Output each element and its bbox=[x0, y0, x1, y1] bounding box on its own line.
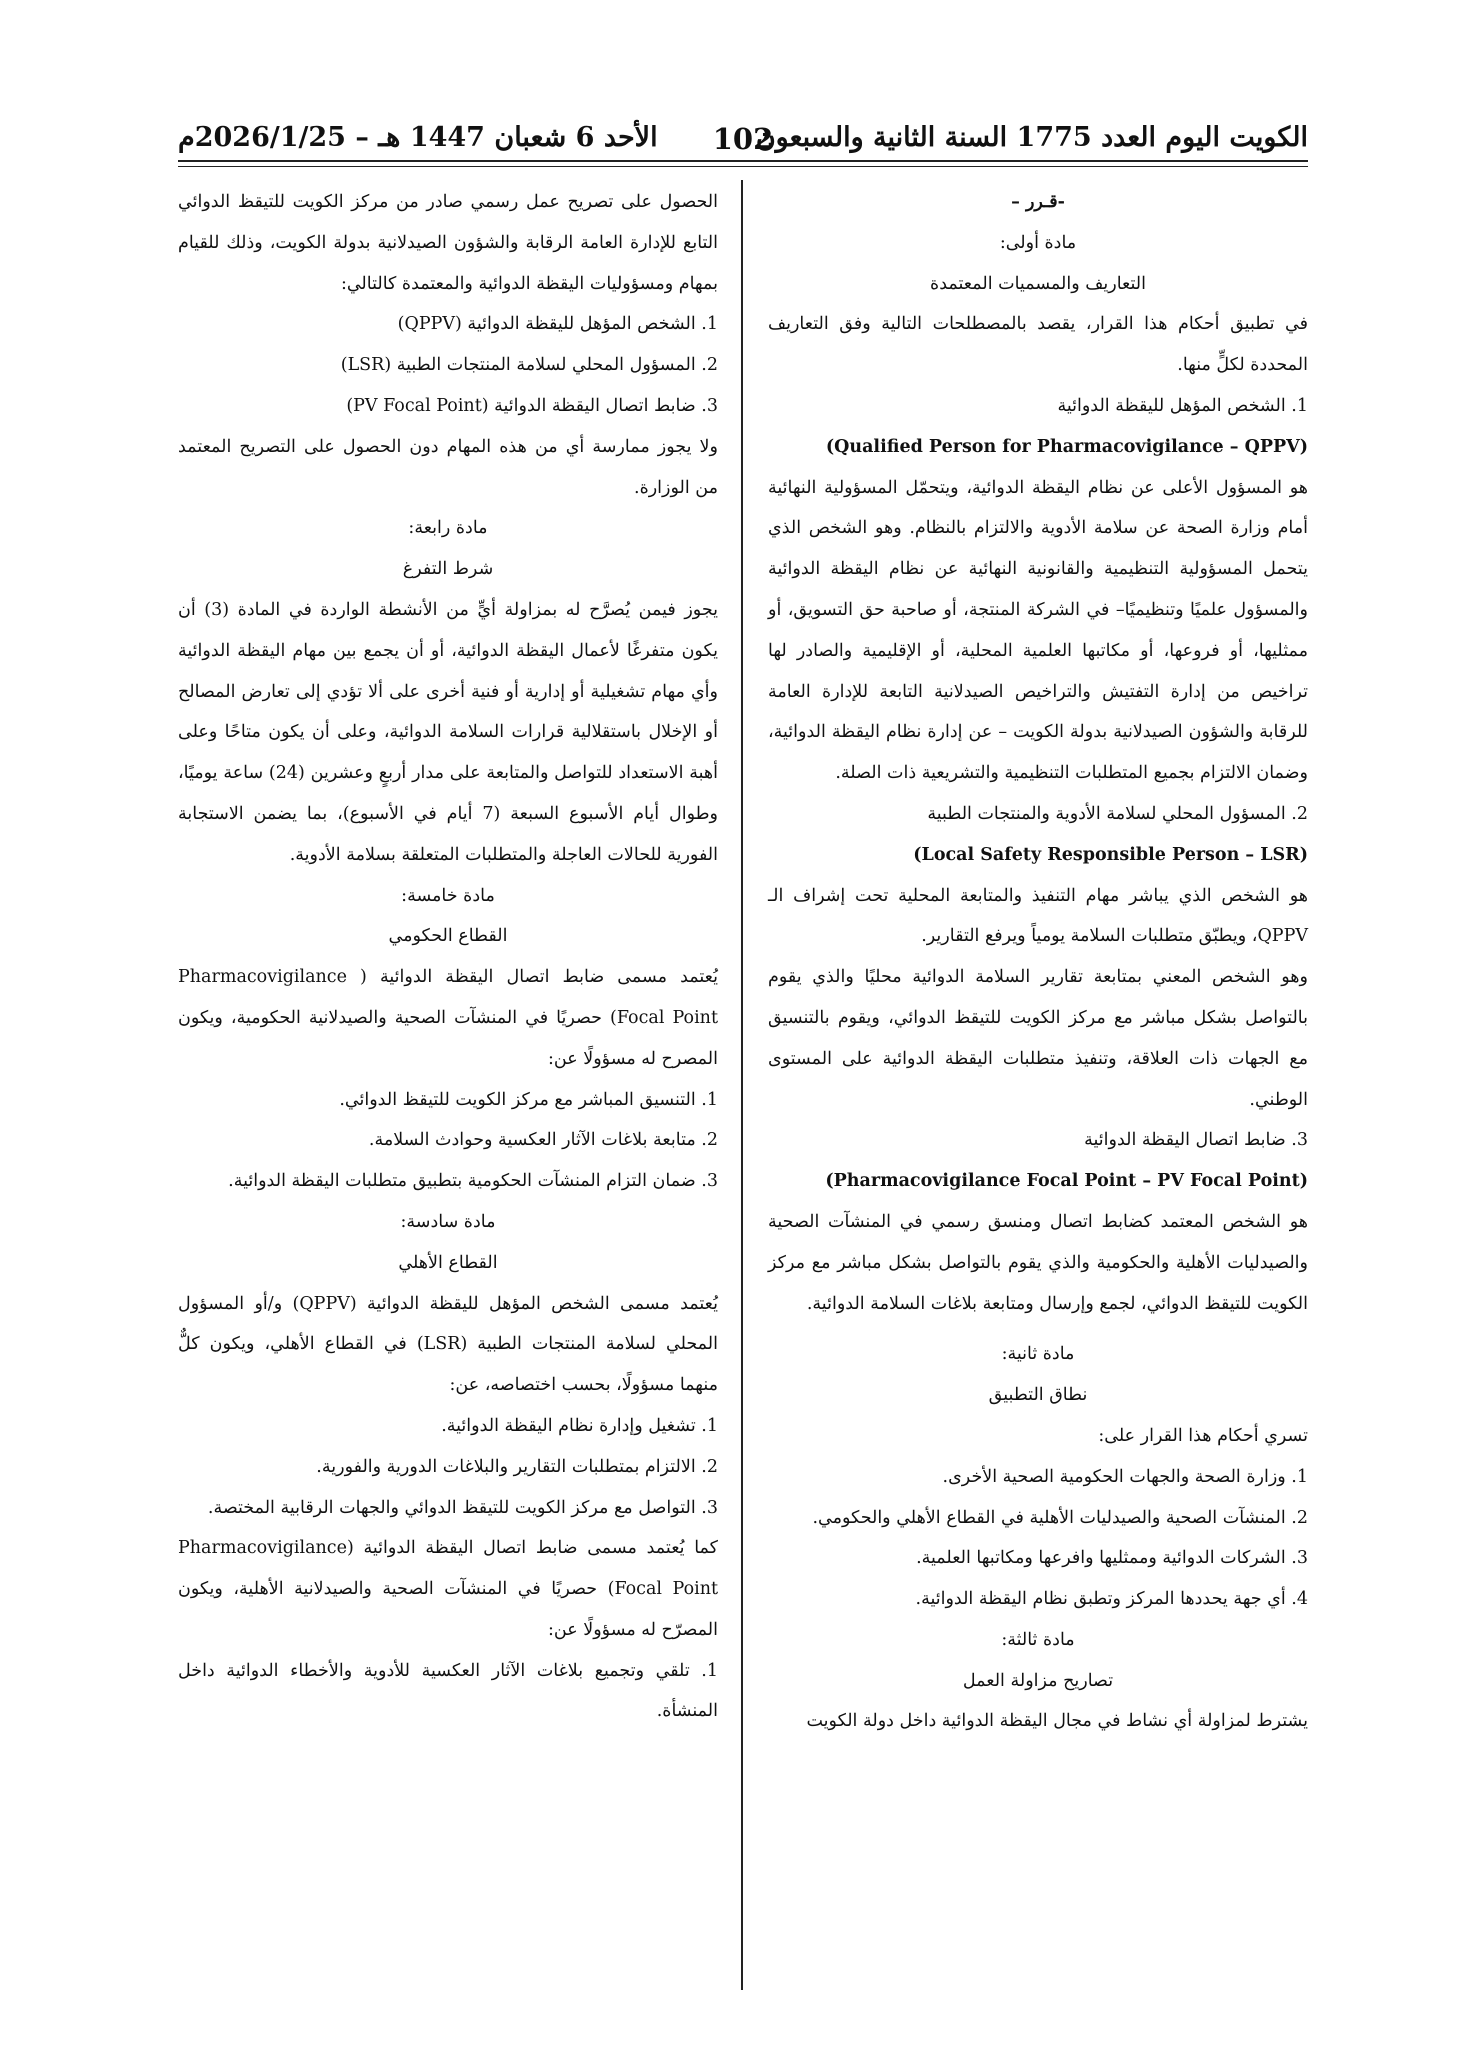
article-2-title: مادة ثانية: bbox=[1001, 1344, 1075, 1365]
article-5-intro: يُعتمد مسمى ضابط اتصال اليقظة الدوائية ( Pharmacovigilance Focal Point) حصريًا في المنشآت الصحية والصيدلانية الحكومية، ويكون المصرح له مسؤولًا عن: bbox=[178, 967, 718, 1069]
article-3-continuation: الحصول على تصريح عمل رسمي صادر من مركز الكويت للتيقظ الدوائي التابع للإدارة العامة الرقابة والشؤون الصيدلانية بدولة الكويت، وذلك للقيام بمهام ومسؤوليات اليقظة الدوائية والمعتمدة كالتالي: bbox=[178, 192, 718, 294]
article-2-intro: تسري أحكام هذا القرار على: bbox=[1098, 1425, 1308, 1446]
article-3-note: ولا يجوز ممارسة أي من هذه المهام دون الحصول على التصريح المعتمد من الوزارة. bbox=[178, 436, 718, 498]
article-4-title: مادة رابعة: bbox=[408, 518, 488, 539]
definition-1-body: هو المسؤول الأعلى عن نظام اليقظة الدوائية، ويتحمّل المسؤولية النهائية أمام وزارة الصحة عن سلامة الأدوية والالتزام بالنظام. وهو الشخص الذي يتحمل المسؤولية التنظيمية والقانونية النهائية عن نظام اليقظة الدوائية والمسؤول علميًا وتنظيميًا– في الشركة المنتجة، أو صاحبة حق التسويق، أو ممثليها، أو فروعها، أو مكاتبها العلمية المحلية، أو الإقليمية والصادر لها تراخيص من إدارة التفتيش والتراخيص الصيدلانية التابعة للإدارة العامة للرقابة والشؤون الصيدلانية بدولة الكويت – عن إدارة نظام اليقظة الدوائية، وضمان الالتزام بجميع المتطلبات التنظيمية والتشريعية ذات الصلة. bbox=[768, 477, 1308, 784]
article-2-item: 4. أي جهة يحددها المركز وتطبق نظام اليقظة الدوائية. bbox=[915, 1589, 1308, 1610]
article-2-heading: نطاق التطبيق bbox=[988, 1385, 1088, 1406]
definition-1-title: 1. الشخص المؤهل لليقظة الدوائية bbox=[1057, 395, 1308, 416]
definition-2-body: هو الشخص الذي يباشر مهام التنفيذ والمتابعة المحلية تحت إشراف الـ QPPV، ويطبّق متطلبات السلامة يومياً ويرفع التقارير. bbox=[768, 885, 1308, 947]
article-3-item: 3. ضابط اتصال اليقظة الدوائية (PV Focal Point) bbox=[346, 395, 718, 416]
article-4-heading: شرط التفرغ bbox=[402, 559, 494, 580]
article-6-item-2: 1. تلقي وتجميع بلاغات الآثار العكسية للأدوية والأخطاء الدوائية داخل المنشأة. bbox=[178, 1660, 718, 1722]
article-3-heading: تصاريح مزاولة العمل bbox=[962, 1670, 1114, 1691]
definition-3-title: 3. ضابط اتصال اليقظة الدوائية bbox=[1084, 1130, 1308, 1151]
article-6-title: مادة سادسة: bbox=[400, 1211, 496, 1232]
definition-3-body: هو الشخص المعتمد كضابط اتصال ومنسق رسمي في المنشآت الصحية والصيدليات الأهلية والحكومية والذي يقوم بالتواصل بشكل مباشر مع مركز الكويت للتيقظ الدوائي، لجمع وإرسال ومتابعة بلاغات السلامة الدوائية. bbox=[768, 1211, 1308, 1314]
article-5-heading: القطاع الحكومي bbox=[388, 926, 508, 947]
column-divider bbox=[741, 180, 743, 1990]
article-3-item: 1. الشخص المؤهل لليقظة الدوائية (QPPV) bbox=[397, 314, 718, 335]
article-1-heading: التعاريف والمسميات المعتمدة bbox=[930, 273, 1146, 294]
definition-2-english: (Local Safety Responsible Person – LSR) bbox=[913, 844, 1308, 865]
definition-3-english: (Pharmacovigilance Focal Point – PV Focal Point) bbox=[825, 1171, 1308, 1192]
article-5-title: مادة خامسة: bbox=[401, 885, 495, 906]
article-2-item: 3. الشركات الدوائية وممثليها وافرعها ومكاتبها العلمية. bbox=[916, 1548, 1308, 1569]
article-2-item: 2. المنشآت الصحية والصيدليات الأهلية في القطاع الأهلي والحكومي. bbox=[812, 1507, 1308, 1528]
issue-date: الأحد 6 شعبان 1447 هـ – 2026/1/25م bbox=[178, 122, 658, 153]
article-6-heading: القطاع الأهلي bbox=[398, 1252, 498, 1273]
article-1-intro: في تطبيق أحكام هذا القرار، يقصد بالمصطلحات التالية وفق التعاريف المحددة لكلٍّ منها. bbox=[768, 314, 1308, 376]
article-3-body: يشترط لمزاولة أي نشاط في مجال اليقظة الدوائية داخل دولة الكويت bbox=[806, 1711, 1308, 1732]
article-6-item: 3. التواصل مع مركز الكويت للتيقظ الدوائي والجهات الرقابية المختصة. bbox=[207, 1497, 718, 1518]
article-4-body: يجوز فيمن يُصرَّح له بمزاولة أيٍّ من الأنشطة الواردة في المادة (3) أن يكون متفرغًا لأعمال اليقظة الدوائية، أو أن يجمع بين مهام اليقظة الدوائية وأي مهام تشغيلية أو إدارية أو فنية أخرى على ألا تؤدي إلى تعارض المصالح أو الإخلال باستقلالية قرارات السلامة الدوائية، وعلى أن يكون متاحًا وعلى أهبة الاستعداد للتواصل والمتابعة على مدار أربعٍ وعشرين (24) ساعة يوميًا، وطوال أيام الأسبوع السبعة (7 أيام في الأسبوع)، بما يضمن الاستجابة الفورية للحالات العاجلة والمتطلبات المتعلقة بسلامة الأدوية. bbox=[178, 599, 719, 865]
article-5-item: 3. ضمان التزام المنشآت الحكومية بتطبيق متطلبات اليقظة الدوائية. bbox=[228, 1171, 718, 1192]
page-header bbox=[178, 118, 1308, 162]
article-3-title: مادة ثالثة: bbox=[1001, 1629, 1075, 1650]
article-2-item: 1. وزارة الصحة والجهات الحكومية الصحية الأخرى. bbox=[942, 1466, 1308, 1487]
article-5-item: 1. التنسيق المباشر مع مركز الكويت للتيقظ الدوائي. bbox=[339, 1089, 718, 1110]
decree-heading: -قـرر – bbox=[1011, 192, 1065, 212]
definition-1-english: (Qualified Person for Pharmacovigilance – QPPV) bbox=[825, 436, 1308, 457]
article-6-body-2: كما يُعتمد مسمى ضابط اتصال اليقظة الدوائية (Pharmacovigilance Focal Point) حصريًا في المنشآت الصحية والصيدلانية الأهلية، ويكون المصرّح له مسؤولًا عن: bbox=[178, 1538, 719, 1640]
right-column bbox=[768, 182, 1308, 1742]
article-3-item: 2. المسؤول المحلي لسلامة المنتجات الطبية (LSR) bbox=[340, 355, 718, 376]
header-rule-thick bbox=[178, 160, 1308, 162]
gazette-title: الكويت اليوم العدد 1775 السنة الثانية والسبعون bbox=[755, 122, 1308, 153]
page-number: 102 bbox=[712, 122, 774, 156]
header-rule-thin bbox=[178, 166, 1308, 167]
article-6-intro: يُعتمد مسمى الشخص المؤهل لليقظة الدوائية (QPPV) و/أو المسؤول المحلي لسلامة المنتجات الطبية (LSR) في القطاع الأهلي، ويكون كلٌّ منهما مسؤولًا، بحسب اختصاصه، عن: bbox=[178, 1293, 718, 1396]
article-6-item: 2. الالتزام بمتطلبات التقارير والبلاغات الدورية والفورية. bbox=[316, 1456, 718, 1477]
definition-2-body-continued: وهو الشخص المعني بمتابعة تقارير السلامة الدوائية محليًا والذي يقوم بالتواصل بشكل مباشر مع مركز الكويت للتيقظ الدوائي، ويقوم بالتنسيق مع الجهات ذات العلاقة، وتنفيذ متطلبات اليقظة الدوائية على المستوى الوطني. bbox=[768, 967, 1308, 1110]
article-6-item: 1. تشغيل وإدارة نظام اليقظة الدوائية. bbox=[441, 1415, 718, 1436]
left-column bbox=[178, 182, 718, 1732]
definition-2-title: 2. المسؤول المحلي لسلامة الأدوية والمنتجات الطبية bbox=[927, 803, 1308, 824]
article-1-title: مادة أولى: bbox=[999, 232, 1077, 253]
article-5-item: 2. متابعة بلاغات الآثار العكسية وحوادث السلامة. bbox=[368, 1130, 718, 1151]
